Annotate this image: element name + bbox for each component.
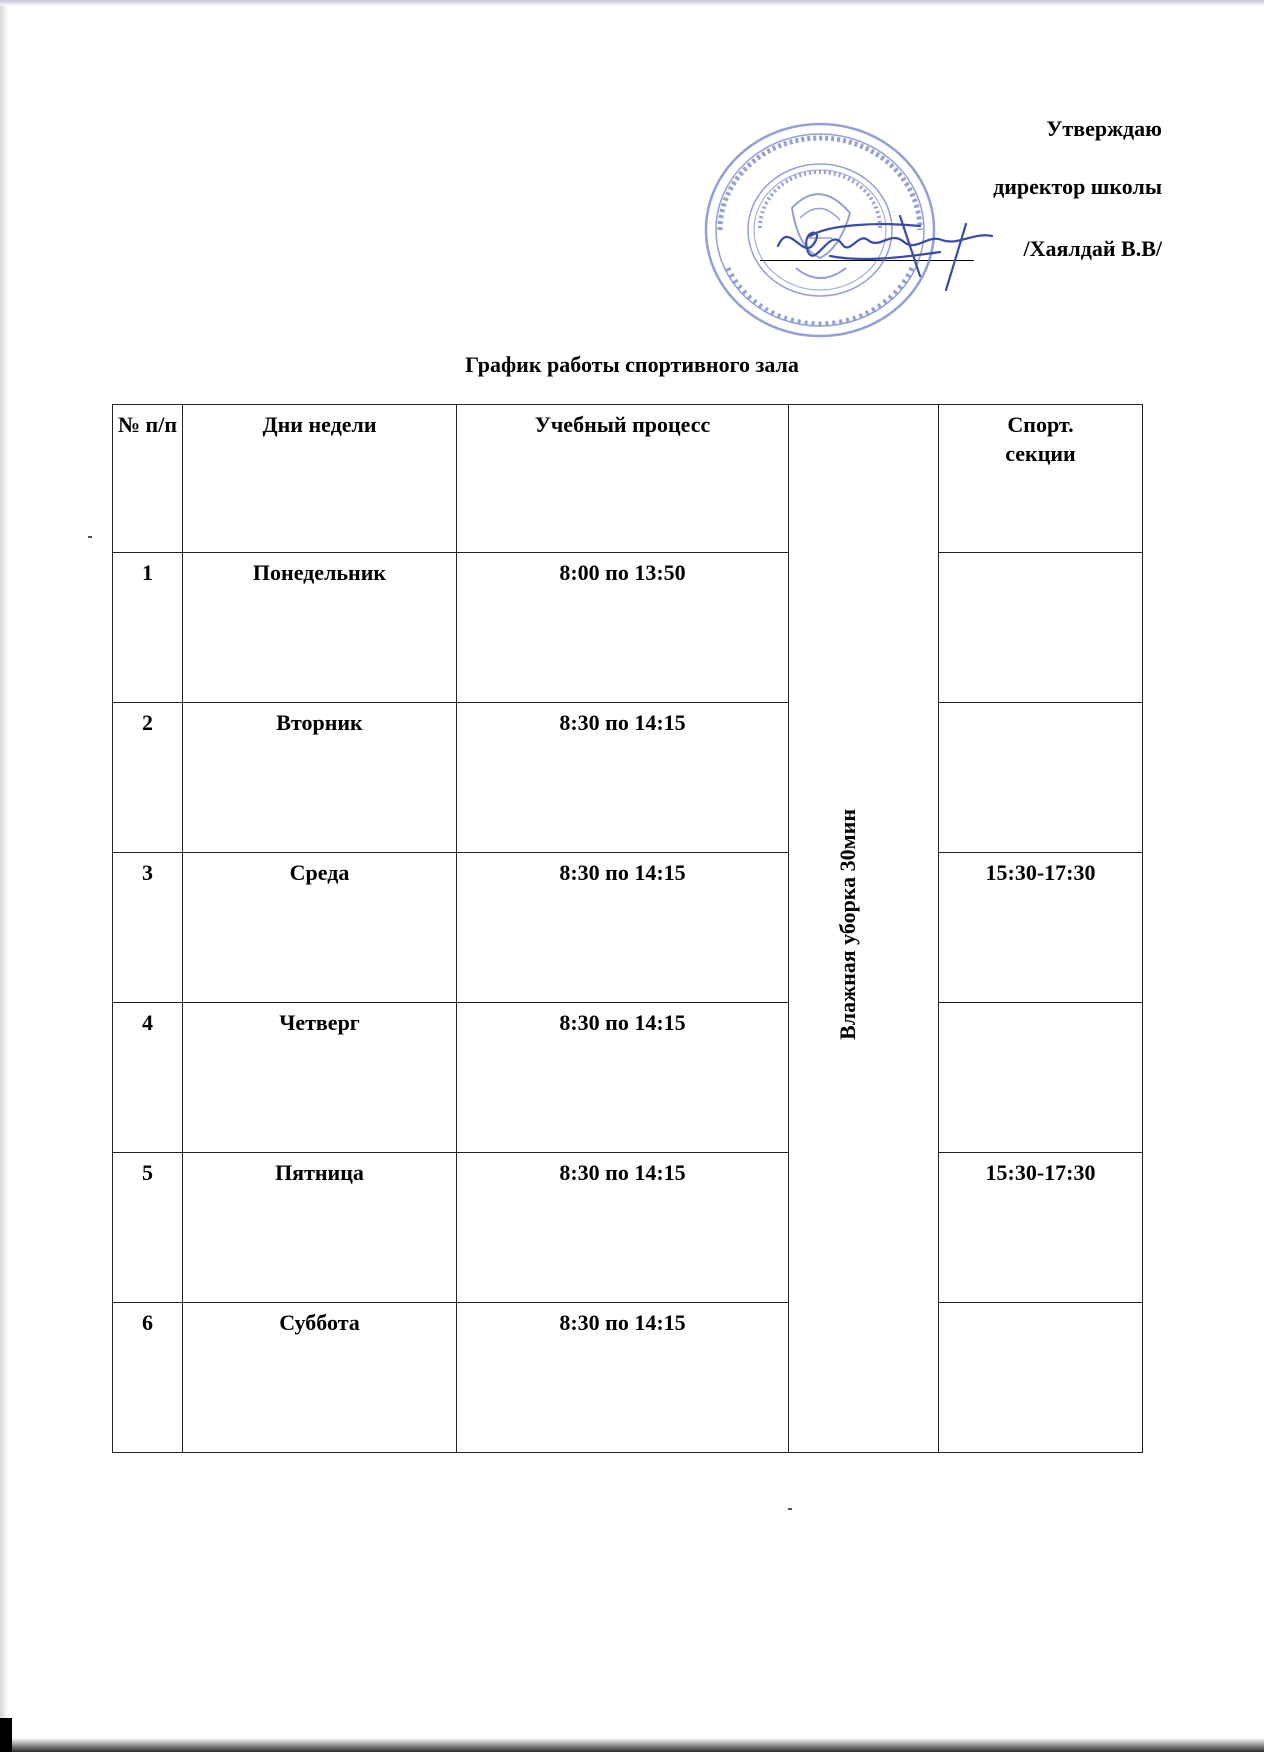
row-sections: 15:30-17:30 [939,1153,1143,1303]
signature-icon [770,206,1010,296]
row-day: Пятница [183,1153,457,1303]
approval-heading: Утверждаю [1046,116,1162,141]
header-study: Учебный процесс [457,405,789,553]
table-row [113,853,1143,1003]
table-row [113,1303,1143,1453]
row-study: 8:30 по 14:15 [457,1003,789,1153]
cleaning-label: Влажная уборка 30мин [834,809,860,1041]
row-number: 6 [113,1303,183,1453]
row-study: 8:30 по 14:15 [457,853,789,1003]
scan-edge-top [0,0,1264,6]
row-day: Среда [183,853,457,1003]
row-sections [939,703,1143,853]
scan-corner [0,1718,12,1752]
row-sections [939,1303,1143,1453]
row-number: 3 [113,853,183,1003]
table-row [113,553,1143,703]
row-study: 8:30 по 14:15 [457,1153,789,1303]
header-number: № п/п [113,405,183,553]
scan-edge-bottom [0,1738,1264,1752]
row-study: 8:30 по 14:15 [457,1303,789,1453]
row-day: Понедельник [183,553,457,703]
approval-signatory: /Хаялдай В.В/ [1023,236,1162,261]
scan-edge-left [0,6,8,1752]
row-day: Четверг [183,1003,457,1153]
table-row [113,1153,1143,1303]
row-day: Вторник [183,703,457,853]
document-title: График работы спортивного зала [465,352,799,377]
row-number: 1 [113,553,183,703]
row-sections: 15:30-17:30 [939,853,1143,1003]
row-number: 2 [113,703,183,853]
cleaning-column [789,405,939,1453]
row-sections [939,553,1143,703]
table-row [113,703,1143,853]
row-number: 5 [113,1153,183,1303]
row-study: 8:30 по 14:15 [457,703,789,853]
header-day: Дни недели [183,405,457,553]
row-sections [939,1003,1143,1153]
scan-speck [788,1508,792,1510]
row-number: 4 [113,1003,183,1153]
row-day: Суббота [183,1303,457,1453]
table-row [113,1003,1143,1153]
approval-position: директор школы [993,174,1162,199]
row-study: 8:00 по 13:50 [457,553,789,703]
table-header-row [113,405,1143,553]
header-sections: Спорт. секции [939,405,1143,553]
schedule-table [112,404,1143,1453]
scan-speck [88,536,92,538]
